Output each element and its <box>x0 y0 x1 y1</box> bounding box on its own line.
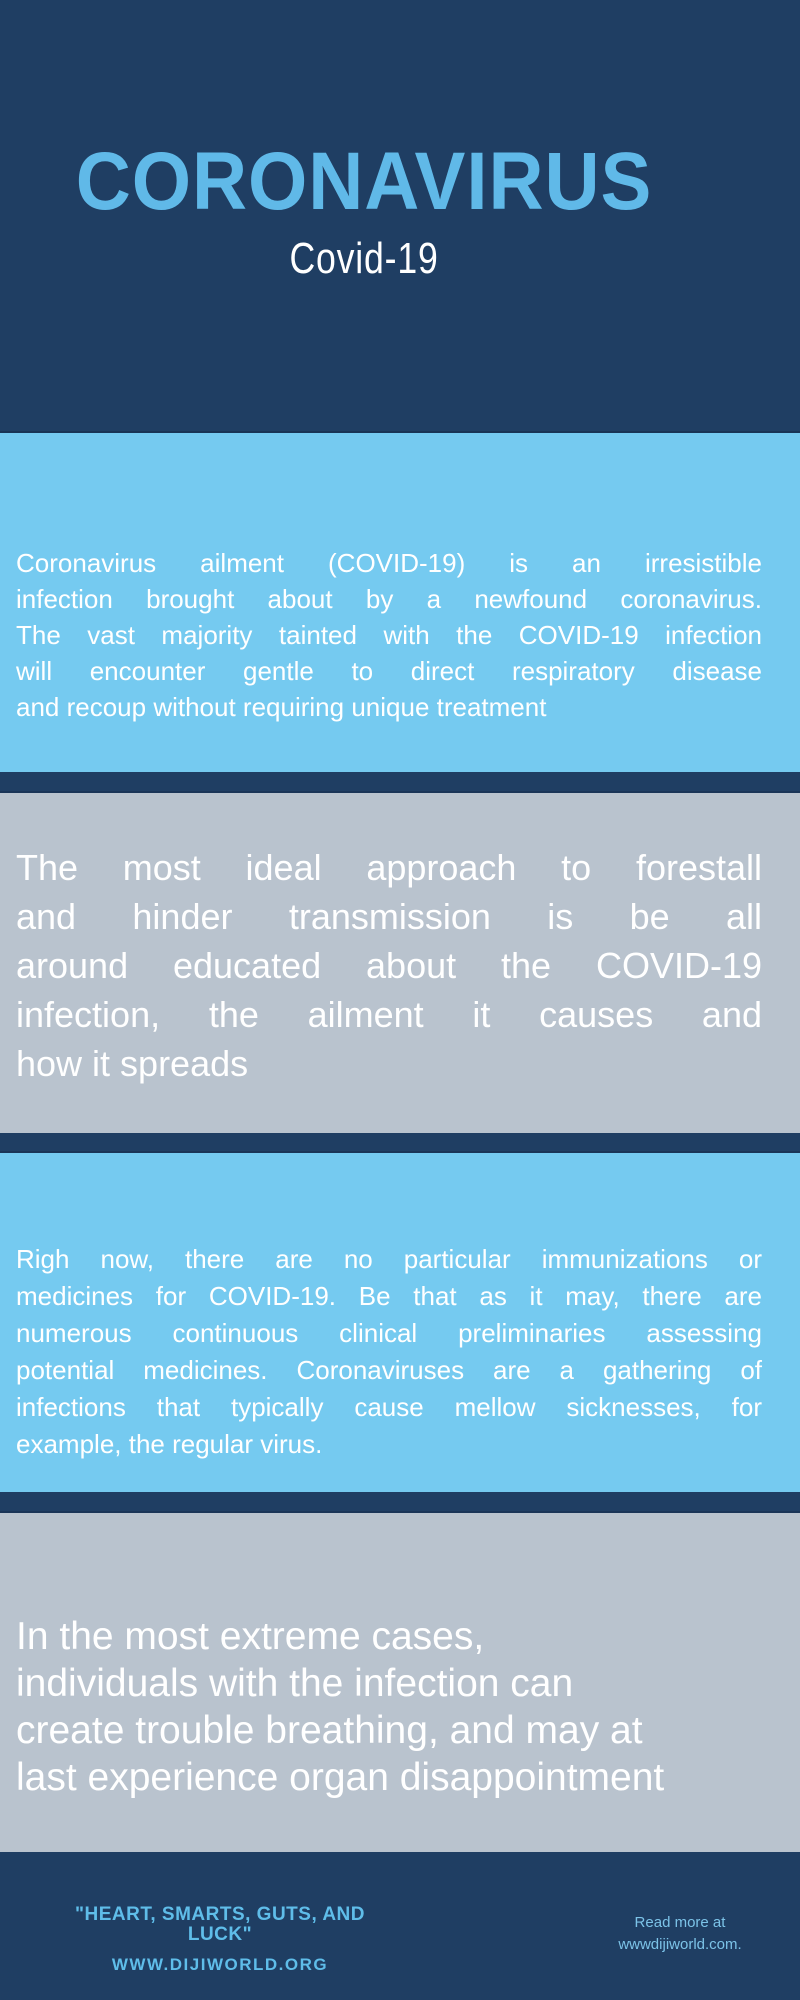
text-line: In the most extreme cases, <box>16 1615 485 1658</box>
section-intro-card <box>0 433 800 772</box>
text-line: and recoup without requiring unique treatment <box>16 692 547 722</box>
text-line: infection, the ailment it causes and <box>16 994 762 1035</box>
text-line: individuals with the infection can <box>16 1662 574 1705</box>
section-prevention-card <box>0 793 800 1133</box>
prevention-paragraph <box>16 843 762 1088</box>
page-title: CORONAVIRUS <box>75 136 653 227</box>
text-line: example, the regular virus. <box>16 1429 323 1459</box>
text-line: infections that typically cause mellow sicknesses, for <box>16 1392 762 1422</box>
footer-read-more-line2: wwwdijiworld.com. <box>618 1936 742 1953</box>
text-line: will encounter gentle to direct respiratory disease <box>16 656 762 686</box>
header <box>0 0 800 433</box>
text-line: The most ideal approach to forestall <box>16 847 762 888</box>
text-line: around educated about the COVID-19 <box>16 945 762 986</box>
page-subtitle: Covid-19 <box>289 234 439 283</box>
section-treatment-card <box>0 1153 800 1492</box>
text-line: The vast majority tainted with the COVID-19 infection <box>16 620 762 650</box>
text-line: how it spreads <box>16 1043 249 1084</box>
text-line: Righ now, there are no particular immunizations or <box>16 1244 762 1274</box>
text-line: potential medicines. Coronaviruses are a gathering of <box>16 1355 762 1385</box>
footer-left-block <box>40 1852 400 1974</box>
severe-paragraph <box>16 1613 755 1801</box>
section-divider <box>0 772 800 793</box>
section-divider <box>0 1133 800 1153</box>
footer-read-more-line1: Read more at <box>634 1914 726 1931</box>
text-line: and hinder transmission is be all <box>16 896 762 937</box>
text-line: infection brought about by a newfound coronavirus. <box>16 584 762 614</box>
section-severe-card <box>0 1513 800 1852</box>
text-line: Coronavirus ailment (COVID-19) is an irresistible <box>16 548 762 578</box>
page-subtitle-row <box>0 234 728 283</box>
intro-paragraph <box>16 545 762 725</box>
footer <box>0 1852 800 2000</box>
footer-quote: "HEART, SMARTS, GUTS, AND LUCK" <box>75 1904 365 1945</box>
section-divider <box>0 1492 800 1513</box>
text-line: last experience organ disappointment <box>16 1756 665 1799</box>
treatment-paragraph <box>16 1241 762 1463</box>
text-line: medicines for COVID-19. Be that as it may, there are <box>16 1281 762 1311</box>
text-line: numerous continuous clinical preliminaries assessing <box>16 1318 762 1348</box>
footer-website: WWW.DIJIWORLD.ORG <box>111 1955 329 1974</box>
text-line: create trouble breathing, and may at <box>16 1709 643 1752</box>
footer-read-more <box>600 1852 760 1956</box>
